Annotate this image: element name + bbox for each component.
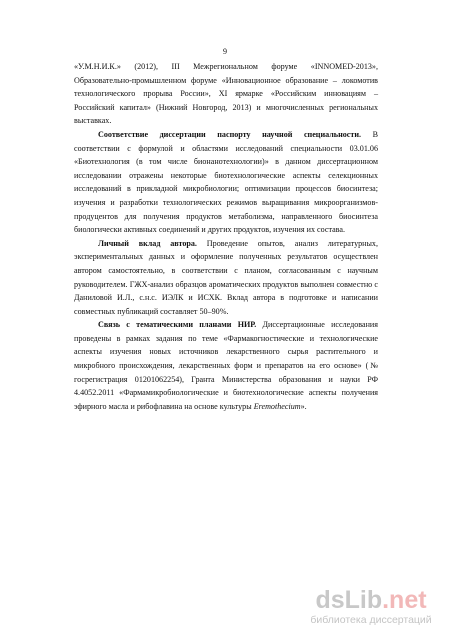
text-research-plans: Диссертационные исследования проведены в рамках задания по теме «Фармакогностические и технологические аспекты изучения новых источников лекарственного сырья растительного и микробного происхождения, лекарственных форм и препаратов на его основе» (№ госрегистрация 01201062254), Гранта Министерства образования и науки РФ 4.4052.2011 «Фармамикробиологические и биотехнологические аспекты получения эфирного масла и рибофлавина на основе культуры bbox=[74, 320, 378, 411]
heading-personal-contribution: Личный вклад автора. bbox=[98, 238, 197, 248]
paragraph-specialty-passport bbox=[74, 128, 378, 237]
text-specialty-passport: В соответствии с формулой и областями исследований специальности 03.01.06 «Биотехнология (в том числе бионанотехнологии)» в данном диссертационном исследовании отражены некоторые биотехнологические аспекты селекционных исследований в прикладной микробиологии; оптимизации процессов биосинтеза; изучения и разработки технологических режимов выращивания микроорганизмов-продуцентов для получения продуктов метаболизма, направленного биосинтеза биологически активных соединений и других продуктов, изучения их состава. bbox=[74, 129, 378, 235]
document-body bbox=[74, 60, 378, 413]
paragraph-exhibitions: «У.М.Н.И.К.» (2012), III Межрегиональном форуме «INNOMED-2013», Образовательно-промышленном форуме «Инновационное образование – локомотив технологического прорыва России», XI ярмарке «Российским инновациям – Российский капитал» (Нижний Новгород, 2013) и многочисленных региональных выставках. bbox=[74, 62, 378, 126]
heading-specialty-passport: Соответствие диссертации паспорту научной специальности. bbox=[98, 129, 362, 139]
species-name: Eremothecium bbox=[253, 401, 301, 411]
watermark-logo bbox=[306, 586, 436, 614]
paragraph-personal-contribution bbox=[74, 237, 378, 319]
page-number: 9 bbox=[223, 47, 227, 56]
watermark-brand: dsLib bbox=[315, 586, 383, 614]
watermark-tagline: библиотека диссертаций bbox=[310, 614, 432, 626]
text-personal-contribution: Проведение опытов, анализ литературных, экспериментальных данных и оформление полученных результатов осуществлен автором самостоятельно, в соответствии с планом, согласованным с научным руководителем. ГЖХ-анализ образцов ароматических продуктов выполнен совместно с Даниловой И.Л., с.н.с. ИЭЛК и ИСХК. Вклад автора в подготовке и написании совместных публикаций составляет 50–90%. bbox=[74, 238, 379, 316]
watermark-tld: .net bbox=[382, 586, 427, 614]
paragraph-research-plans bbox=[74, 318, 378, 413]
heading-research-plans: Связь с тематическими планами НИР. bbox=[98, 320, 257, 330]
text-research-plans-end: ». bbox=[300, 401, 307, 411]
dslib-watermark bbox=[306, 586, 436, 626]
